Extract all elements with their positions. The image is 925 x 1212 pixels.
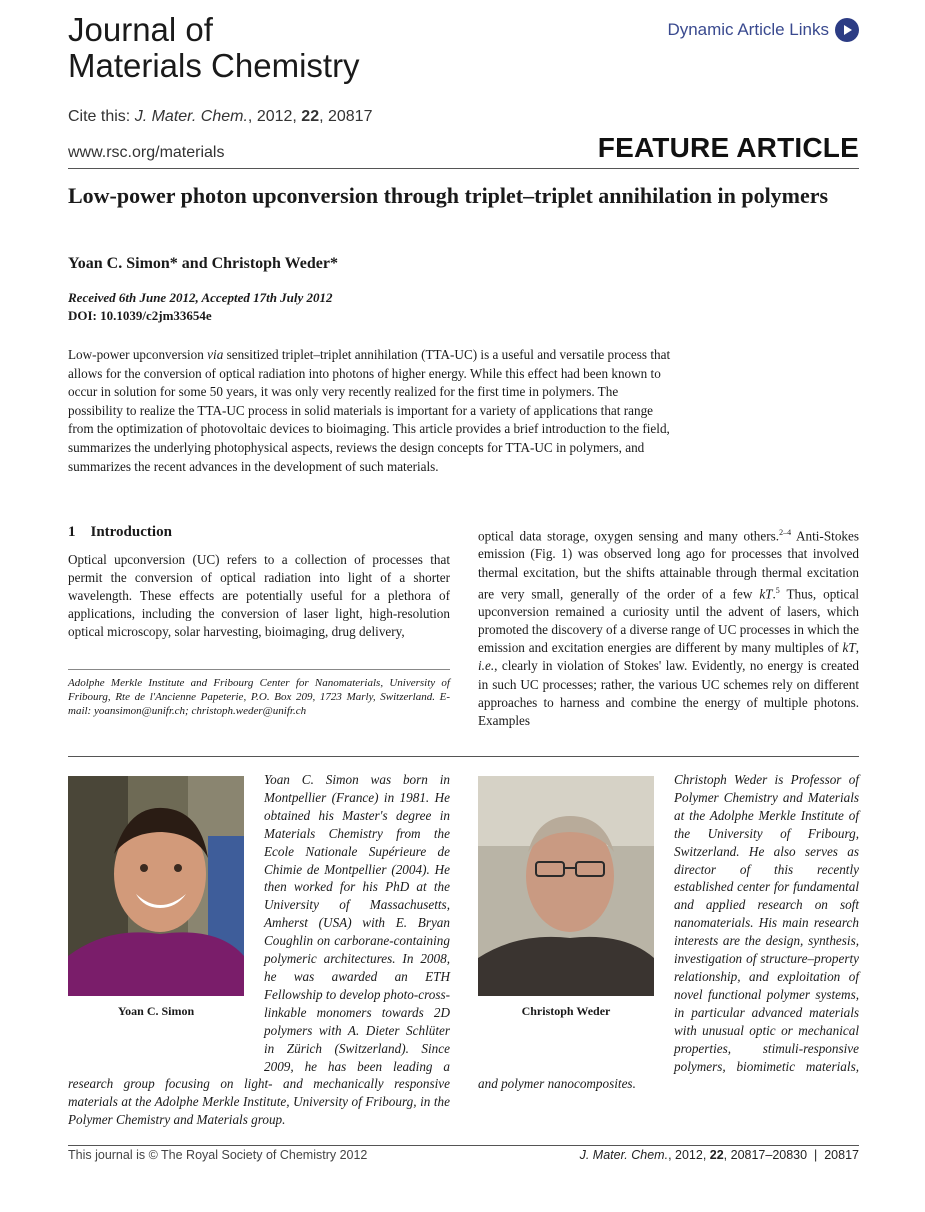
intro-right-text-b: Anti-Stokes emission (Fig. 1) was observed long ago for processes that involved thermal excitation, but the shifts attainable through thermal excitation are very small, generally of the order of a few [478, 528, 859, 602]
intro-right-text-c: Thus, optical upconversion remained a curiosity until the advent of lasers, which promoted the discovery of a diverse range of UC processes in which the emission and excitation energies are different by many multiples of [478, 586, 859, 656]
intro-left-column: Optical upconversion (UC) refers to a collection of processes that permit the conversion of optical radiation into light of a shorter wavelength. These effects are potentially useful for a plethora of applications, including the conversion of laser light, high-resolution optical microscopy, solar harvesting, bioimaging, drug delivery, [68, 552, 450, 640]
intro-right-text-d: , [855, 640, 859, 656]
intro-right-column: optical data storage, oxygen sensing and many others.$^{2-4}$ Anti-Stokes emission (Fig. 1) was observed long ago for processes that involved thermal excitation, but the shifts attainable through thermal excitation are very small, generally of the order of a few kT.$^5$ Thus, optical upconversion remained a curiosity until the advent of lasers, which promoted the discovery of a diverse range of UC processes in which the emission and excitation energies are different by many multiples of kT, i.e., clearly in violation of Stokes' law. Evidently, no energy is created in such UC processes; rather, the various UC schemes rely on different approaches to harness and combine the energy of multiple photons. Examples [478, 528, 859, 728]
cite-page: , 20817 [319, 108, 373, 125]
photo-weder [478, 776, 654, 996]
article-title: Low-power photon upconversion through triplet–triplet annihilation in polymers [68, 183, 829, 208]
bio-weder-text: Christoph Weder is Professor of Polymer Chemistry and Materials at the Adolphe Merkle Institute of the University of Fribourg, Switzerland. He also serves as director of this recently established center for fundamental and applied research on soft nanomaterials. His main research interests are the design, synthesis, investigation of structure–property relationship, and exploitation of novel functional polymer systems, in particular advanced materials with unusual optic or mechanical properties, stimuli-responsive polymers, biomimetic materials, and polymer nanocomposites. [478, 772, 859, 1092]
ie-term: i.e. [478, 658, 495, 674]
abstract-via: via [207, 347, 224, 362]
dynamic-links-label[interactable]: Dynamic Article Links [667, 20, 829, 39]
journal-title-line2: Materials Chemistry [68, 47, 360, 84]
citation-ref[interactable]: 2–4 [779, 528, 792, 537]
photo-simon [68, 776, 244, 996]
bio-simon-text: Yoan C. Simon was born in Montpellier (France) in 1981. He obtained his Master's degree in Materials Chemistry from the Ecole Nationale Supérieure de Chimie de Montpellier (2004). He then worked for his PhD at the University of Massachusetts, Amherst (USA) with E. Bryan Coughlin on carborane-containing polymeric architectures. In 2008, he was awarded an ETH Fellowship to develop photo-cross-linkable monomers towards 2D polymers with A. Dieter Schlüter in Zürich (Switzerland). Since 2009, he has been leading a research group focusing on light- and mechanically responsive materials at the Adolphe Merkle Institute, University of Fribourg, in the Polymer Chemistry and Materials group. [68, 772, 450, 1128]
cite-label: Cite this: [68, 108, 131, 125]
affiliation: Adolphe Merkle Institute and Fribourg Center for Nanomaterials, University of Fribourg, Rte de l'Ancienne Papeterie, P.O. Box 209, 1723 Marly, Switzerland. E-mail: yoansimon@unifr.ch; christoph.weder@unifr.ch [68, 677, 450, 718]
footer-divider [68, 1145, 859, 1146]
received-dates: Received 6th June 2012, Accepted 17th July 2012 [68, 290, 333, 305]
kt-term: kT [759, 586, 773, 602]
doi[interactable]: DOI: 10.1039/c2jm33654e [68, 308, 212, 323]
citation-line [68, 108, 372, 126]
intro-right-text-a: optical data storage, oxygen sensing and many others. [478, 528, 780, 544]
authors: Yoan C. Simon* and Christoph Weder* [68, 255, 338, 272]
dynamic-article-links[interactable] [667, 18, 859, 42]
footer-journal: J. Mater. Chem. [579, 1148, 669, 1162]
footer-citation [580, 1148, 859, 1162]
abstract-start: Low-power upconversion [68, 347, 208, 362]
footer-pages: , 20817–20830 | 20817 [723, 1148, 859, 1162]
intro-right-text-e: , clearly in violation of Stokes' law. Evidently, no energy is created in such UC processes; rather, the various UC schemes rely on different approaches to harness and combine the energy of multiple photons. Examples [478, 658, 859, 728]
cite-volume: 22 [301, 108, 320, 125]
section-label: FEATURE ARTICLE [597, 132, 859, 163]
header-divider [68, 168, 859, 169]
abstract [68, 346, 674, 476]
abstract-rest: sensitized triplet–triplet annihilation (TTA-UC) is a useful and versatile process that allows for the conversion of optical radiation into photons of higher energy. While this effect had been known to occur in solution for some 50 years, it was only very recently realized for the first time in polymers. The possibility to realize the TTA-UC process in solid materials is important for a variety of applications that range from the optimization of photovoltaic devices to bioimaging. This article provides a brief introduction to the field, summarizes the underlying photophysical aspects, reviews the design concepts for TTA-UC in polymers, and summarizes the recent advances in the development of such materials. [68, 347, 671, 474]
footer-year: , 2012, [668, 1148, 710, 1162]
footer-copyright: This journal is © The Royal Society of Chemistry 2012 [68, 1148, 368, 1162]
play-arrow-icon[interactable] [835, 18, 859, 42]
journal-title-line1: Journal of [68, 11, 213, 48]
cite-journal: J. Mater. Chem. [134, 108, 248, 125]
section-heading-introduction: 1 Introduction [68, 524, 172, 540]
citation-ref[interactable]: 5 [775, 585, 780, 595]
caption-simon: Yoan C. Simon [117, 1004, 195, 1018]
journal-title [68, 12, 468, 84]
caption-weder: Christoph Weder [521, 1004, 611, 1018]
affiliation-divider [68, 669, 450, 670]
journal-url[interactable]: www.rsc.org/materials [68, 144, 225, 161]
cite-year: , 2012, [247, 108, 302, 125]
kt-term: kT [842, 640, 856, 656]
bio-divider [68, 756, 859, 757]
footer-volume: 22 [709, 1148, 724, 1162]
